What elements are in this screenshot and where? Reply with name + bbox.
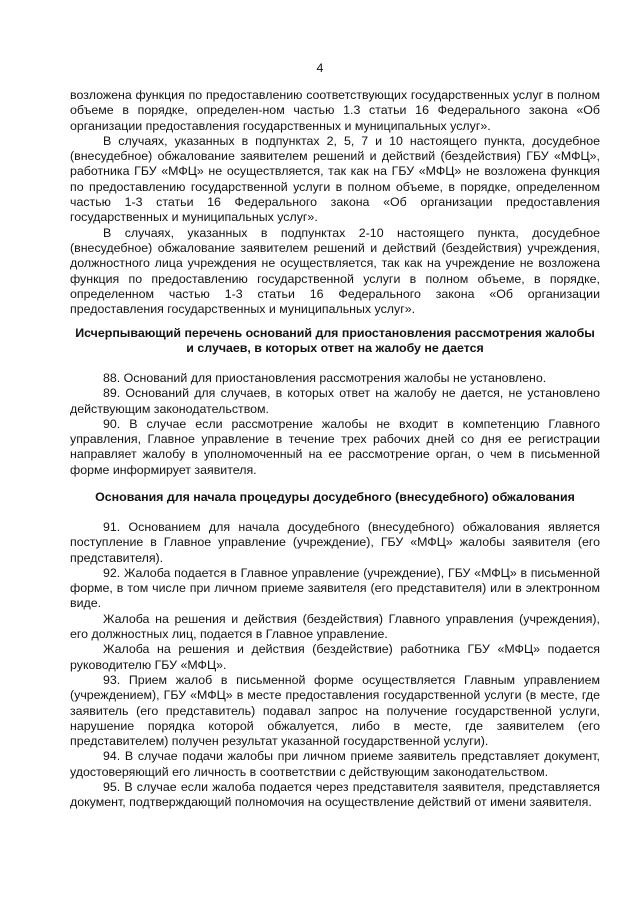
page-number: 4 [316, 61, 324, 75]
section-heading-suspension [70, 326, 600, 357]
paragraph-93: 93. Прием жалоб в письменной форме осуществляется Главным управлением (учреждением), ГБУ «МФЦ» в месте предоставления государственной услуги (в месте, где заявитель (его представитель) подавал запрос на получение государственной услуги, нарушение порядка которой обжалуется, либо в месте, где заявителем (его представителем) получен результат указанной государственной услуги). [70, 672, 600, 749]
paragraph-92-appeal-main: Жалоба на решения и действия (бездействия) Главного управления (учреждения), его должностных лиц, подается в Главное управление. [70, 611, 600, 642]
section-heading: Основания для начала процедуры досудебного (внесудебного) обжалования [95, 490, 575, 504]
section-suspension-body [70, 371, 600, 478]
intro-block [70, 88, 600, 317]
section-heading-grounds [70, 490, 600, 505]
paragraph-92: 92. Жалоба подается в Главное управление (учреждение), ГБУ «МФЦ» в письменной форме, в том числе при личном приеме заявителя (его представителя) или в электронном виде. [70, 565, 600, 611]
paragraph-91: 91. Основанием для начала досудебного (внесудебного) обжалования является поступление в Главное управление (учреждение), ГБУ «МФЦ» жалобы заявителя (его представителя). [70, 520, 600, 565]
section-grounds-body [70, 520, 600, 811]
paragraph-92-appeal-mfc: Жалоба на решения и действия (бездействие) работника ГБУ «МФЦ» подается руководителю ГБУ «МФЦ». [70, 642, 600, 672]
paragraph-95: 95. В случае если жалоба подается через представителя заявителя, представляется документ, подтверждающий полномочия на осуществление действий от имени заявителя. [70, 780, 600, 810]
section-heading: Исчерпывающий перечень оснований для приостановления рассмотрения жалобы и случаев, в которых ответ на жалобу не дается [75, 326, 595, 356]
paragraph-88: 88. Оснований для приостановления рассмотрения жалобы не установлено. [103, 371, 547, 385]
paragraph-94: 94. В случае подачи жалобы при личном приеме заявитель представляет документ, удостоверяющий его личность в соответствии с действующим законодательством. [70, 749, 600, 779]
paragraph-cases-2-10: В случаях, указанных в подпунктах 2-10 настоящего пункта, досудебное (внесудебное) обжалование заявителем решений и действий (бездействия) учреждения, должностного лица учреждения не осуществляется, так как на учреждение не возложена функция по предоставлению государственной услуги в полном объеме, в порядке, определенном частью 1-3 статьи 16 Федерального закона «Об организации предоставления государственных и муниципальных услуг». [70, 225, 600, 317]
paragraph-continuation: возложена функция по предоставлению соответствующих государственных услуг в полном объеме в порядке, определен-ном частью 1.3 статьи 16 Федерального закона «Об организации предоставления государственных и муниципальных услуг». [70, 88, 600, 133]
paragraph-cases-2-5-7-10: В случаях, указанных в подпунктах 2, 5, 7 и 10 настоящего пункта, досудебное (внесудебное) обжалование заявителем решений и действий (бездействия) ГБУ «МФЦ», работника ГБУ «МФЦ» не осуществляется, так как на ГБУ «МФЦ» не возложена функция по предоставлению государственной услуги в полном объеме, в порядке, определенном частью 1-3 статьи 16 Федерального закона «Об организации предоставления государственных и муниципальных услуг». [70, 133, 600, 225]
paragraph-89: 89. Оснований для случаев, в которых ответ на жалобу не дается, не установлено действующим законодательством. [70, 386, 600, 416]
paragraph-90: 90. В случае если рассмотрение жалобы не входит в компетенцию Главного управления, Главное управление в течение трех рабочих дней со дня ее регистрации направляет жалобу в уполномоченный на ее рассмотрение орган, о чем в письменной форме информирует заявителя. [70, 416, 600, 477]
